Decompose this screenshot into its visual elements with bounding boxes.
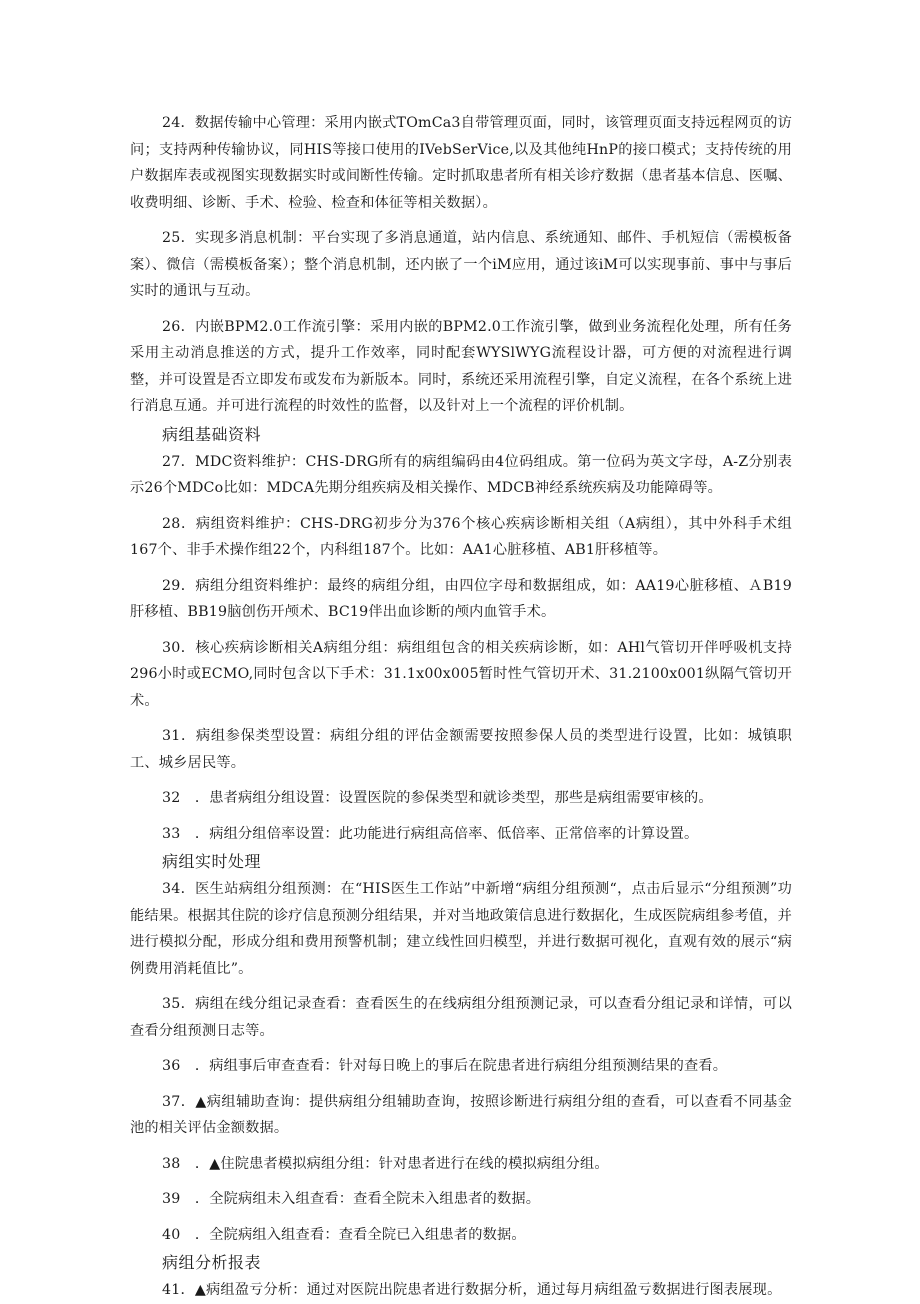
- paragraph-item-36: 36 ．病组事后审查查看：针对每日晚上的事后在院患者进行病组分组预测结果的查看。: [162, 1058, 728, 1074]
- paragraph-item-30: 30．核心疾病诊断相关A病组分组：病组组包含的相关疾病诊断，如：AHl气管切开伴呼吸机支持296小时或ECMO,同时包含以下手术：31.1x00x005暂时性气管切开术、31.2100x001纵隔气管切开术。: [130, 639, 792, 709]
- paragraph-item-39: 39 ．全院病组未入组查看：查看全院未入组患者的数据。: [162, 1191, 541, 1207]
- paragraph-item-26: 26．内嵌BPM2.0工作流引擎：采用内嵌的BPM2.0工作流引擎，做到业务流程化处理，所有任务采用主动消息推送的方式，提升工作效率，同时配套WYSlWYG流程设计器，可方便的对流程进行调整，并可设置是否立即发布或发布为新版本。同时，系统还采用流程引擎，自定义流程，在各个系统上进行消息互通。并可进行流程的时效性的监督，以及针对上一个流程的评价机制。: [130, 318, 792, 414]
- section-heading-realtime: 病组实时处理: [162, 852, 262, 871]
- paragraph-item-31: 31．病组参保类型设置：病组分组的评估金额需要按照参保人员的类型进行设置，比如：城镇职工、城乡居民等。: [130, 728, 792, 771]
- paragraph-item-41: 41．▲病组盈亏分析：通过对医院出院患者进行数据分析，通过每月病组盈亏数据进行图表展现。: [162, 1282, 782, 1298]
- paragraph-item-33: 33 ．病组分组倍率设置：此功能进行病组高倍率、低倍率、正常倍率的计算设置。: [162, 825, 699, 842]
- paragraph-item-27: 27．MDC资料维护：CHS-DRG所有的病组编码由4位码组成。第一位码为英文字母，A-Z分别表示26个MDCo比如：MDCA先期分组疾病及相关操作、MDCB神经系统疾病及功能障碍等。: [130, 453, 792, 496]
- paragraph-item-32: 32 ．患者病组分组设置：设置医院的参保类型和就诊类型，那些是病组需要审核的。: [162, 790, 713, 806]
- paragraph-item-37: 37．▲病组辅助查询：提供病组分组辅助查询，按照诊断进行病组分组的查看，可以查看不同基金池的相关评估金额数据。: [130, 1093, 792, 1136]
- paragraph-item-24: 24．数据传输中心管理：采用内嵌式TOmCa3自带管理页面，同时，该管理页面支持远程网页的访问；支持两种传输协议，同HIS等接口使用的IVebSerVice,以及其他纯HnP的接口模式；支持传统的用户数据库表或视图实现数据实时或间断性传输。定时抓取患者所有相关诊疗数据（患者基本信息、医嘱、收费明细、诊断、手术、检验、检查和体征等相关数据）。: [130, 115, 792, 211]
- paragraph-item-25: 25．实现多消息机制：平台实现了多消息通道，站内信息、系统通知、邮件、手机短信（需模板备案）、微信（需模板备案）；整个消息机制，还内嵌了一个iM应用，通过该iM可以实现事前、事中与事后实时的通讯与互动。: [130, 230, 792, 299]
- section-heading-analysis-reports: 病组分析报表: [162, 1253, 262, 1272]
- paragraph-item-29: 29．病组分组资料维护：最终的病组分组，由四位字母和数据组成，如：AA19心脏移植、ＡB19肝移植、BB19脑创伤开颅术、BC19伴出血诊断的颅内血管手术。: [130, 577, 792, 620]
- paragraph-item-35: 35．病组在线分组记录查看：查看医生的在线病组分组预测记录，可以查看分组记录和详情，可以查看分组预测日志等。: [130, 996, 792, 1039]
- paragraph-item-38: 38 ．▲住院患者模拟病组分组：针对患者进行在线的模拟病组分组。: [162, 1155, 609, 1172]
- paragraph-item-34: 34．医生站病组分组预测：在“HIS医生工作站”中新增“病组分组预测“，点击后显示“分组预测”功能结果。根据其住院的诊疗信息预测分组结果，并对当地政策信息进行数据化，生成医院病组参考值，并进行模拟分配，形成分组和费用预警机制；建立线性回归模型，并进行数据可视化，直观有效的展示“病例费用消耗值比”。: [130, 881, 792, 977]
- paragraph-item-28: 28．病组资料维护：CHS-DRG初步分为376个核心疾病诊断相关组（A病组），其中外科手术组167个、非手术操作组22个，内科组187个。比如：AA1心脏移植、AB1肝移植等。: [130, 515, 792, 558]
- paragraph-item-40: 40 ．全院病组入组查看：查看全院已入组患者的数据。: [162, 1226, 526, 1243]
- section-heading-basic-data: 病组基础资料: [162, 424, 262, 444]
